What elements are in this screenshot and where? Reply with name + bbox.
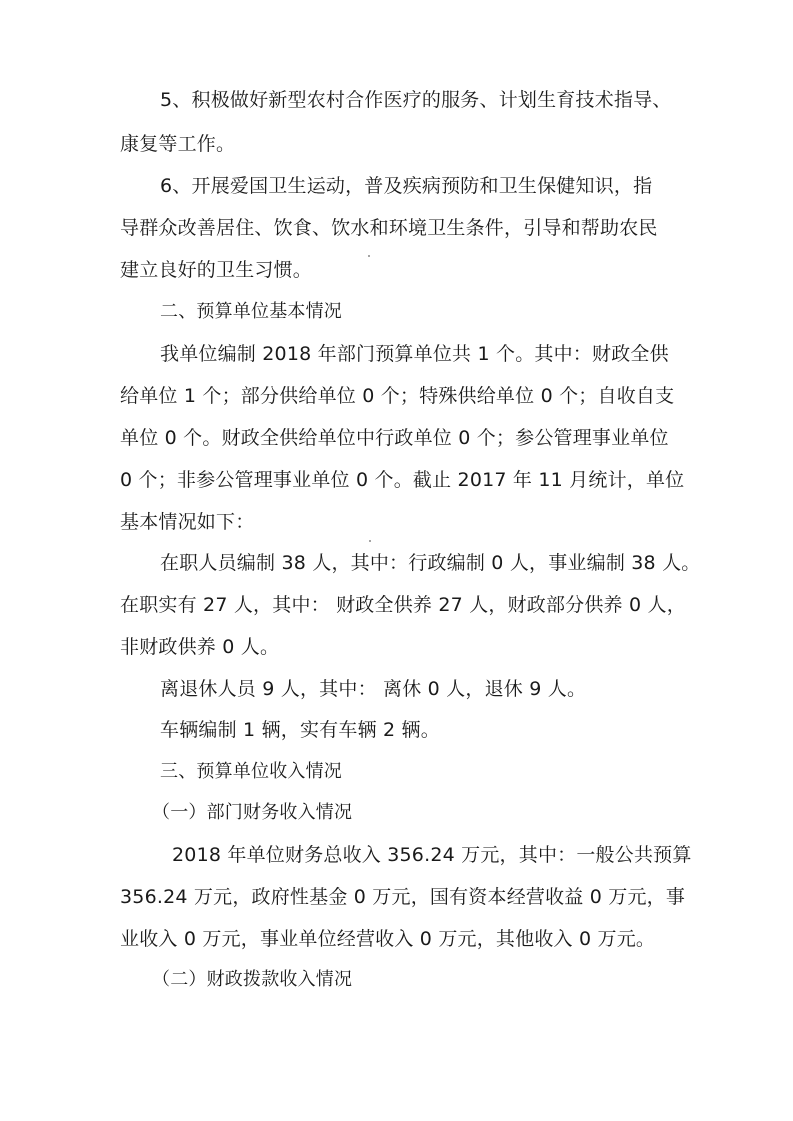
scan-speck: [368, 255, 370, 257]
subsection-2-heading: （二）财政拨款收入情况: [152, 969, 353, 990]
scan-speck: [369, 540, 371, 542]
paragraph-6-line-1: 6、开展爱国卫生运动，普及疾病预防和卫生保健知识，指: [160, 175, 653, 197]
income-line-2: 356.24 万元，政府性基金 0 万元，国有资本经营收益 0 万元，事: [120, 886, 686, 908]
paragraph-5-line-1: 5、积极做好新型农村合作医疗的服务、计划生育技术指导、: [160, 89, 672, 111]
staff-line-2: 在职实有 27 人，其中： 财政全供养 27 人，财政部分供养 0 人，: [120, 594, 686, 616]
staff-line-1: 在职人员编制 38 人，其中：行政编制 0 人，事业编制 38 人。: [160, 552, 701, 574]
section-2-para-1-line-3: 单位 0 个。财政全供给单位中行政单位 0 个；参公管理事业单位: [120, 427, 669, 449]
section-3-heading: 三、预算单位收入情况: [160, 761, 342, 782]
staff-line-3: 非财政供养 0 人。: [120, 636, 280, 658]
income-line-3: 业收入 0 万元，事业单位经营收入 0 万元，其他收入 0 万元。: [120, 928, 656, 950]
section-2-para-1-line-1: 我单位编制 2018 年部门预算单位共 1 个。其中：财政全供: [160, 343, 669, 365]
section-2-para-1-line-2: 给单位 1 个；部分供给单位 0 个；特殊供给单位 0 个；自收自支: [120, 385, 675, 407]
subsection-1-heading: （一）部门财务收入情况: [152, 802, 353, 823]
paragraph-6-line-2: 导群众改善居住、饮食、饮水和环境卫生条件，引导和帮助农民: [120, 217, 658, 239]
section-2-para-1-line-5: 基本情况如下：: [120, 511, 255, 533]
paragraph-5-line-2: 康复等工作。: [120, 133, 236, 155]
income-line-1: 2018 年单位财务总收入 356.24 万元，其中：一般公共预算: [172, 844, 692, 866]
section-2-para-1-line-4: 0 个；非参公管理事业单位 0 个。截止 2017 年 11 月统计，单位: [120, 469, 685, 491]
paragraph-6-line-3: 建立良好的卫生习惯。: [120, 259, 313, 281]
vehicles-line: 车辆编制 1 辆，实有车辆 2 辆。: [160, 719, 440, 741]
retired-line: 离退休人员 9 人，其中： 离休 0 人，退休 9 人。: [160, 678, 587, 700]
section-2-heading: 二、预算单位基本情况: [160, 301, 342, 322]
